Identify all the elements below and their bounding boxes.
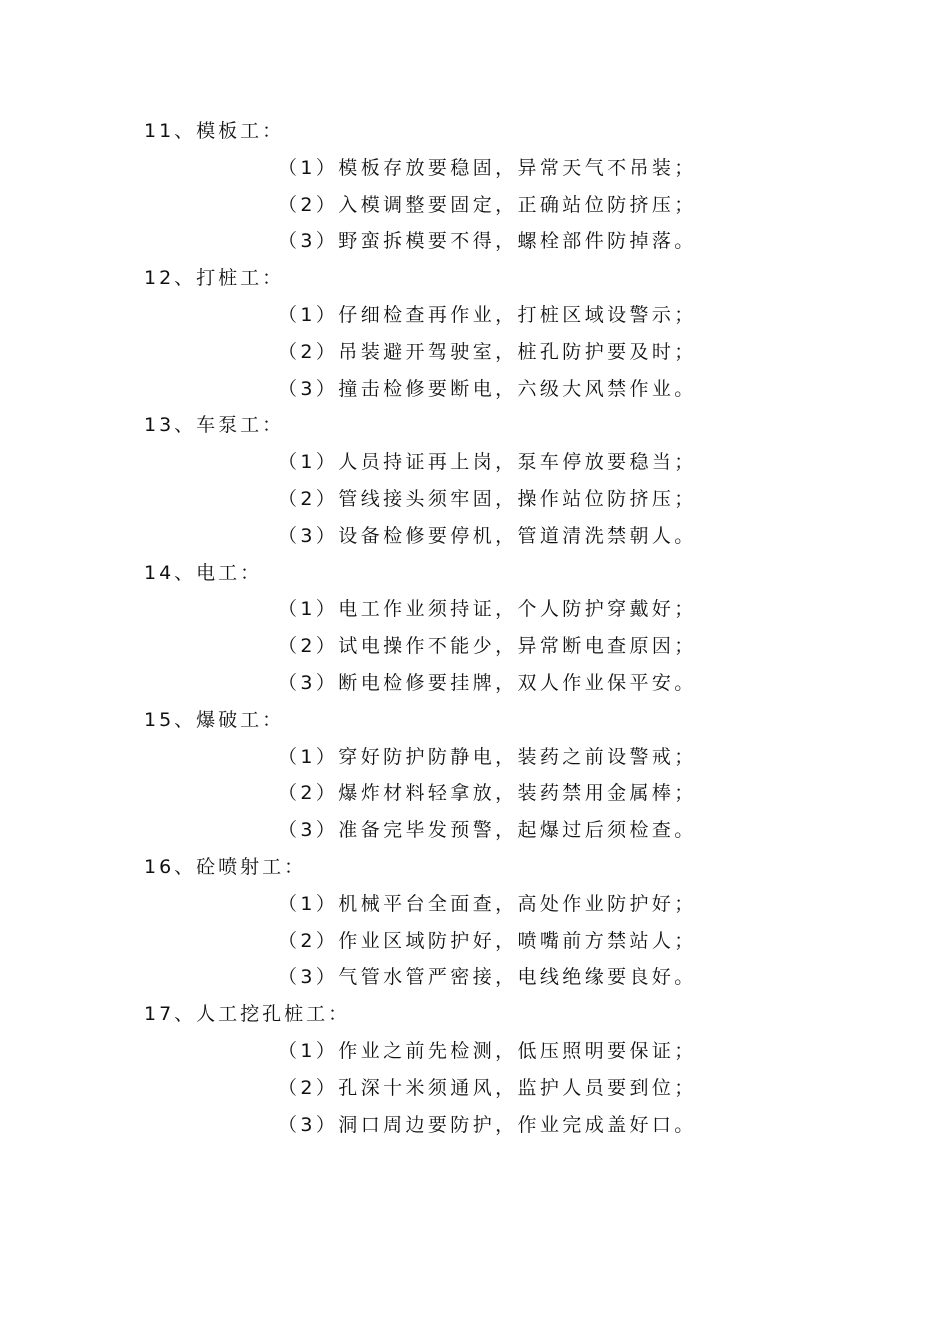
section-title: 12、打桩工： — [144, 267, 285, 290]
section-15-blasting-worker — [0, 702, 950, 849]
list-item: （2）孔深十米须通风，监护人员要到位； — [278, 1076, 697, 1099]
list-item: （2）管线接头须牢固，操作站位防挤压； — [278, 487, 697, 510]
section-title: 13、车泵工： — [144, 414, 285, 437]
list-item: （3）撞击检修要断电，六级大风禁作业。 — [278, 377, 697, 400]
list-item: （1）电工作业须持证，个人防护穿戴好； — [278, 598, 697, 621]
list-item: （2）爆炸材料轻拿放，装药禁用金属棒； — [278, 782, 697, 805]
section-13-pump-truck-worker — [0, 407, 950, 554]
list-item: （2）入模调整要固定，正确站位防挤压； — [278, 193, 697, 216]
section-title: 16、砼喷射工： — [144, 855, 307, 878]
list-item: （3）断电检修要挂牌，双人作业保平安。 — [278, 671, 697, 694]
section-title: 15、爆破工： — [144, 708, 285, 731]
section-title: 11、模板工： — [144, 120, 285, 142]
list-item: （2）试电操作不能少，异常断电查原因； — [278, 635, 697, 658]
section-16-shotcrete-worker — [0, 849, 950, 996]
list-item: （1）模板存放要稳固，异常天气不吊装； — [278, 156, 697, 179]
section-12-piling-worker — [0, 260, 950, 407]
section-17-manual-dug-pile-worker — [0, 996, 950, 1143]
list-item: （3）气管水管严密接，电线绝缘要良好。 — [278, 966, 697, 989]
list-item: （2）作业区域防护好，喷嘴前方禁站人； — [278, 929, 697, 952]
section-11-formwork-worker — [0, 113, 950, 260]
section-14-electrician — [0, 555, 950, 702]
list-item: （3）准备完毕发预警，起爆过后须检查。 — [278, 819, 697, 842]
list-item: （1）人员持证再上岗，泵车停放要稳当； — [278, 451, 697, 474]
section-title: 14、电工： — [144, 561, 263, 584]
list-item: （1）仔细检查再作业，打桩区域设警示； — [278, 303, 697, 326]
document-body — [0, 113, 950, 1143]
list-item: （1）穿好防护防静电，装药之前设警戒； — [278, 745, 697, 768]
list-item: （3）洞口周边要防护，作业完成盖好口。 — [278, 1113, 697, 1136]
list-item: （3）野蛮拆模要不得，螺栓部件防掉落。 — [278, 230, 697, 253]
list-item: （1）作业之前先检测，低压照明要保证； — [278, 1039, 697, 1062]
list-item: （1）机械平台全面查，高处作业防护好； — [278, 892, 697, 915]
list-item: （2）吊装避开驾驶室，桩孔防护要及时； — [278, 340, 697, 363]
section-title: 17、人工挖孔桩工： — [144, 1003, 351, 1026]
list-item: （3）设备检修要停机，管道清洗禁朝人。 — [278, 524, 697, 547]
